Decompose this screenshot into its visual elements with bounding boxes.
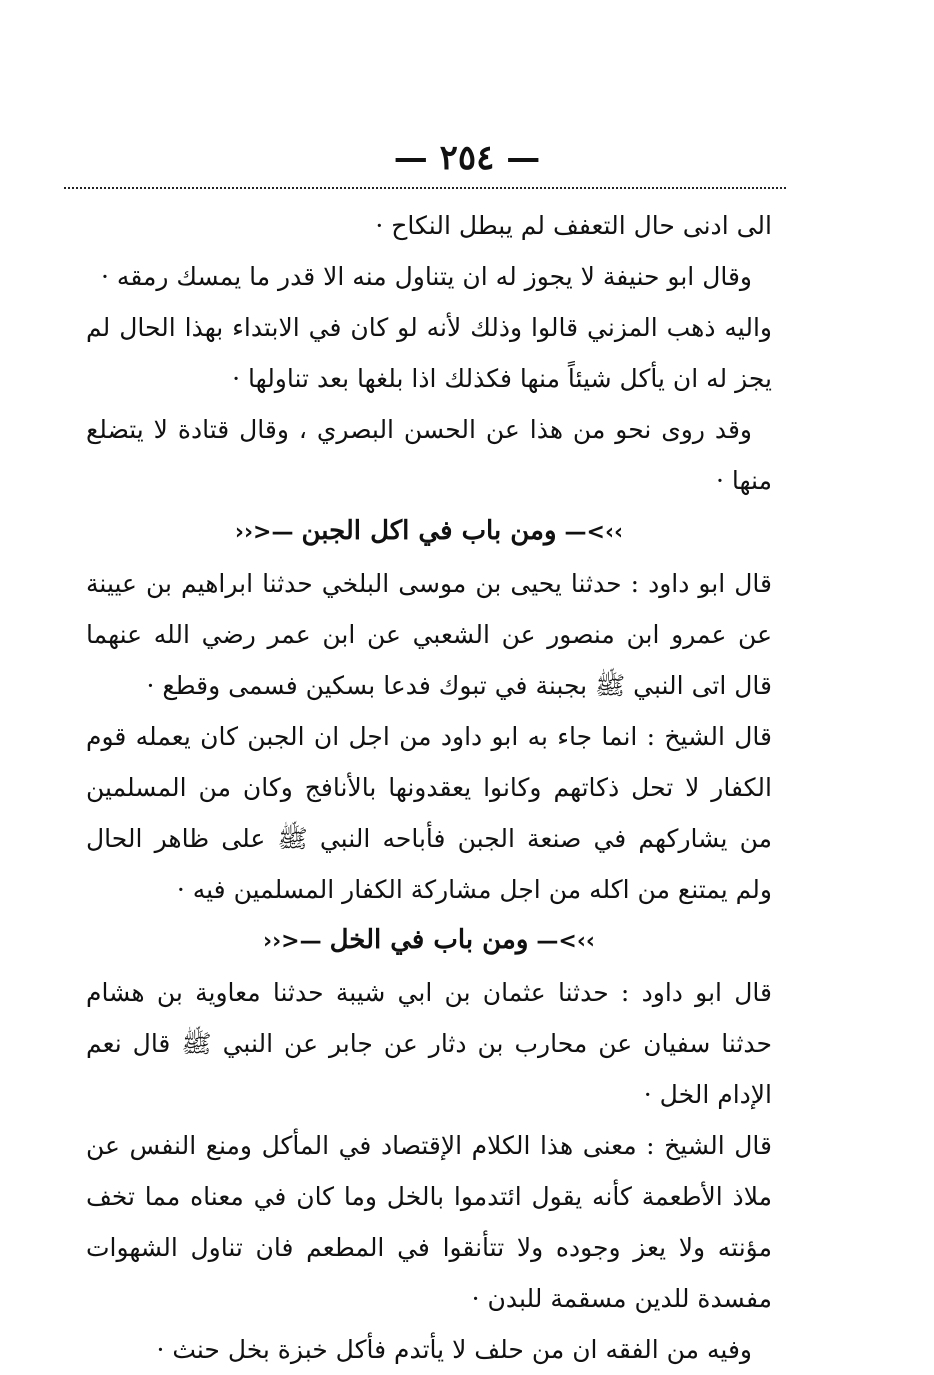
page-number: — ٢٥٤ —	[393, 138, 541, 178]
ornament-right-icon: ››>—	[564, 520, 624, 545]
section-heading-vinegar	[86, 915, 772, 967]
paragraph-vinegar-fiqh: وفيه من الفقه ان من حلف لا يأتدم فأكل خبزة بخل حنث ·	[156, 1335, 752, 1364]
section-heading-cheese-text: ومن باب في اكل الجبن	[301, 516, 557, 546]
section-heading-vinegar-text: ومن باب في الخل	[329, 925, 529, 955]
header-rule	[64, 187, 786, 189]
ornament-left-icon: —<‹‹	[263, 929, 322, 954]
paragraph-2: وقال ابو حنيفة لا يجوز له ان يتناول منه الا قدر ما يمسك رمقه ·	[101, 262, 752, 291]
paragraph-vinegar-hadith: قال ابو داود : حدثنا عثمان بن ابي شيبة حدثنا معاوية بن هشام حدثنا سفيان عن محارب بن دثار عن جابر عن النبي ﷺ قال نعم الإدام الخل ·	[86, 978, 772, 1109]
section-heading-cheese	[86, 506, 772, 558]
paragraph-3: واليه ذهب المزني قالوا وذلك لأنه لو كان في الابتداء بهذا الحال لم يجز له ان يأكل شيئاً منها فكذلك اذا بلغها بعد تناولها ·	[86, 313, 772, 393]
body-text	[86, 200, 772, 1375]
paragraph-1: الى ادنى حال التعفف لم يبطل النكاح ·	[375, 211, 772, 240]
ornament-left-icon: —<‹‹	[234, 520, 294, 545]
paragraph-cheese-hadith: قال ابو داود : حدثنا يحيى بن موسى البلخي حدثنا ابراهيم بن عيينة عن عمرو ابن منصور عن الشعبي عن ابن عمر رضي الله عنهما قال اتى النبي ﷺ بجبنة في تبوك فدعا بسكين فسمى وقطع ·	[86, 569, 772, 700]
ornament-right-icon: ››>—	[536, 929, 595, 954]
paragraph-cheese-commentary: قال الشيخ : انما جاء به ابو داود من اجل ان الجبن كان يعمله قوم الكفار لا تحل ذكاتهم وكانوا يعقدونها بالأنافج وكان من المسلمين من يشاركهم في صنعة الجبن فأباحه النبي ﷺ على ظاهر الحال ولم يمتنع من اكله من اجل مشاركة الكفار المسلمين فيه ·	[86, 722, 772, 904]
paragraph-4: وقد روى نحو من هذا عن الحسن البصري ، وقال قتادة لا يتضلع منها ·	[86, 415, 772, 495]
paragraph-vinegar-commentary: قال الشيخ : معنى هذا الكلام الإقتصاد في المأكل ومنع النفس عن ملاذ الأطعمة كأنه يقول ائتدموا بالخل وما كان في معناه مما تخف مؤنته ولا يعز وجوده ولا تتأنقوا في المطعم فان تناول الشهوات مفسدة للدين مسقمة للبدن ·	[86, 1131, 772, 1313]
